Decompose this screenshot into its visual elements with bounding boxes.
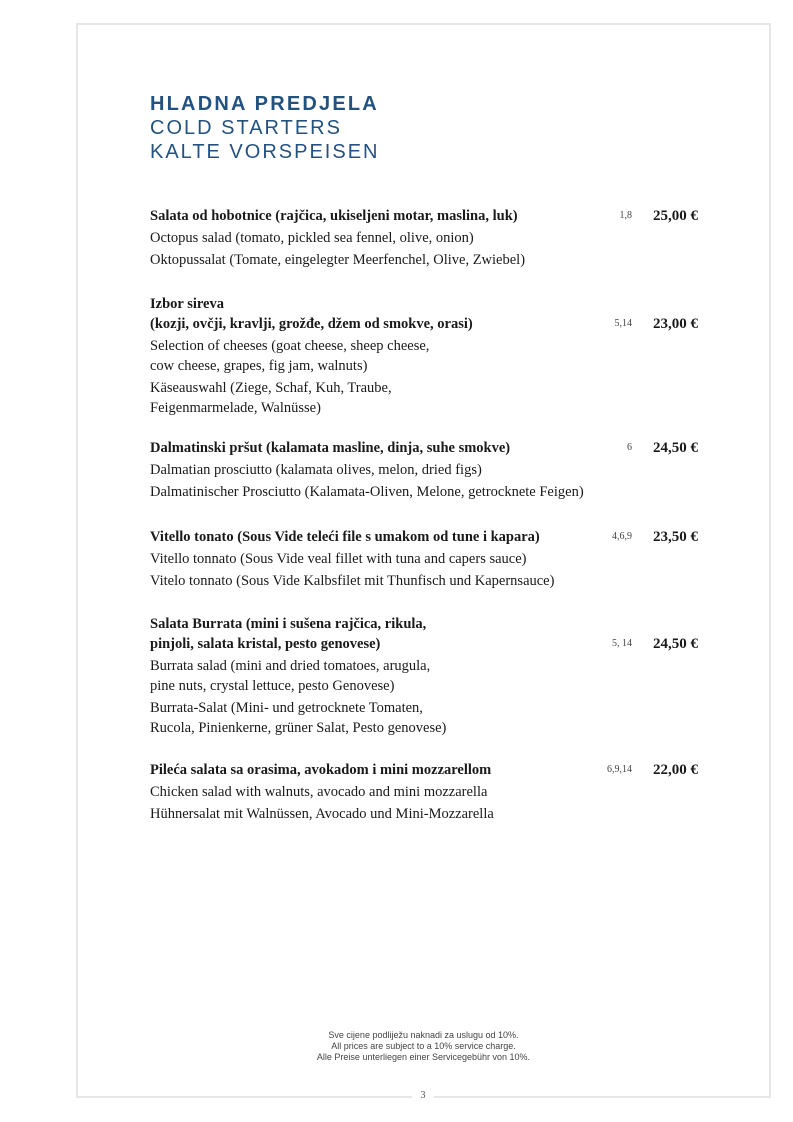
item-price: 23,50 € bbox=[653, 529, 698, 545]
item-name: Izbor sireva bbox=[150, 296, 224, 312]
item-price: 22,00 € bbox=[653, 762, 698, 778]
menu-item bbox=[150, 294, 698, 418]
item-price: 24,50 € bbox=[653, 440, 698, 456]
item-german: Hühnersalat mit Walnüssen, Avocado und Mini-Mozzarella bbox=[150, 806, 494, 822]
item-german: Burrata-Salat (Mini- und getrocknete Tomaten, bbox=[150, 700, 423, 716]
item-name: Vitello tonato (Sous Vide teleći file s umakom od tune i kapara) bbox=[150, 529, 540, 545]
menu-item bbox=[150, 527, 698, 591]
allergen-codes: 5,14 bbox=[614, 318, 632, 329]
item-english: Dalmatian prosciutto (kalamata olives, melon, dried figs) bbox=[150, 462, 482, 478]
item-german: Vitelo tonnato (Sous Vide Kalbsfilet mit Thunfisch und Kapernsauce) bbox=[150, 573, 555, 589]
item-price: 23,00 € bbox=[653, 316, 698, 332]
section-heading bbox=[150, 92, 379, 164]
item-english: Selection of cheeses (goat cheese, sheep cheese, bbox=[150, 338, 430, 354]
menu-item bbox=[150, 614, 698, 738]
item-price: 25,00 € bbox=[653, 208, 698, 224]
item-english-continued: pine nuts, crystal lettuce, pesto Genovese) bbox=[150, 678, 395, 694]
item-german: Oktopussalat (Tomate, eingelegter Meerfenchel, Olive, Zwiebel) bbox=[150, 252, 526, 268]
item-german-continued: Feigenmarmelade, Walnüsse) bbox=[150, 400, 321, 416]
item-english: Octopus salad (tomato, pickled sea fennel, olive, onion) bbox=[150, 230, 474, 246]
heading-croatian: HLADNA PREDJELA bbox=[150, 93, 379, 115]
item-name: Salata Burrata (mini i sušena rajčica, rikula, bbox=[150, 616, 427, 632]
item-german: Käseauswahl (Ziege, Schaf, Kuh, Traube, bbox=[150, 380, 392, 396]
item-name: Dalmatinski pršut (kalamata masline, dinja, suhe smokve) bbox=[150, 440, 511, 456]
service-charge-note bbox=[76, 1030, 771, 1063]
allergen-codes: 4,6,9 bbox=[612, 531, 632, 542]
item-german: Dalmatinischer Prosciutto (Kalamata-Oliven, Melone, getrocknete Feigen) bbox=[150, 484, 584, 500]
item-price: 24,50 € bbox=[653, 636, 698, 652]
footer-german: Alle Preise unterliegen einer Servicegebühr von 10%. bbox=[316, 1052, 531, 1062]
heading-german: KALTE VORSPEISEN bbox=[150, 141, 380, 163]
allergen-codes: 6,9,14 bbox=[607, 764, 632, 775]
menu-item bbox=[150, 760, 698, 824]
item-english: Burrata salad (mini and dried tomatoes, arugula, bbox=[150, 658, 431, 674]
item-name-continued: (kozji, ovčji, kravlji, grožđe, džem od smokve, orasi) bbox=[150, 316, 473, 332]
allergen-codes: 1,8 bbox=[619, 210, 632, 221]
menu-item bbox=[150, 206, 698, 270]
item-english: Vitello tonnato (Sous Vide veal fillet with tuna and capers sauce) bbox=[150, 551, 527, 567]
item-name: Salata od hobotnice (rajčica, ukiseljeni motar, maslina, luk) bbox=[150, 208, 518, 224]
page-number: 3 bbox=[420, 1090, 426, 1101]
item-german-continued: Rucola, Pinienkerne, grüner Salat, Pesto genovese) bbox=[150, 720, 447, 736]
allergen-codes: 5, 14 bbox=[612, 638, 632, 649]
item-english: Chicken salad with walnuts, avocado and mini mozzarella bbox=[150, 784, 488, 800]
item-english-continued: cow cheese, grapes, fig jam, walnuts) bbox=[150, 358, 368, 374]
allergen-codes: 6 bbox=[627, 442, 632, 453]
menu-item bbox=[150, 438, 698, 502]
item-name: Pileća salata sa orasima, avokadom i mini mozzarellom bbox=[150, 762, 492, 778]
heading-english: COLD STARTERS bbox=[150, 117, 342, 139]
footer-english: All prices are subject to a 10% service charge. bbox=[331, 1041, 516, 1051]
item-name-continued: pinjoli, salata kristal, pesto genovese) bbox=[150, 636, 381, 652]
footer-croatian: Sve cijene podliježu naknadi za uslugu od 10%. bbox=[328, 1030, 519, 1040]
